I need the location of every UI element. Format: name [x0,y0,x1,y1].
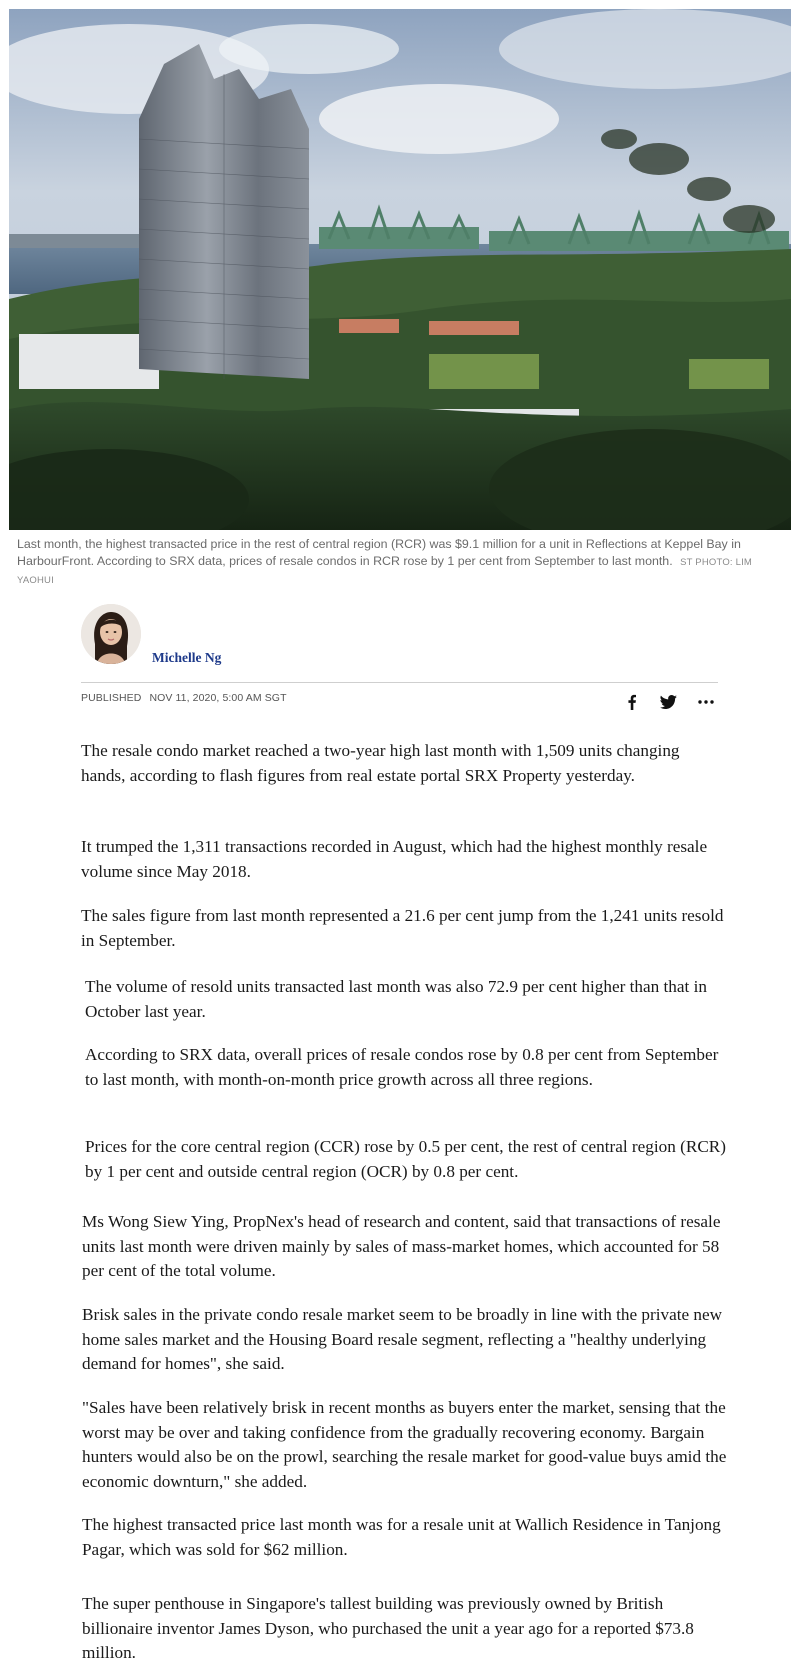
published-label: PUBLISHED [81,692,142,704]
published-date: NOV 11, 2020, 5:00 AM SGT [149,692,287,704]
article-paragraph-7: Ms Wong Siew Ying, PropNex's head of research and content, said that transactions of resale units last month were driven mainly by sales of mass-market homes, which accounted for 58 per cent of the total volume. [82,1212,721,1281]
article-paragraph-1: The resale condo market reached a two-year high last month with 1,509 units changing hands, according to flash figures from real estate portal SRX Property yesterday. [81,741,680,785]
article-paragraph-8: Brisk sales in the private condo resale market seem to be broadly in line with the private new home sales market and the Housing Board resale segment, reflecting a "healthy underlying demand for homes", she said. [82,1305,723,1374]
hero-photo [9,9,791,530]
photo-caption [17,536,777,589]
publish-meta [81,692,287,704]
facebook-icon[interactable] [622,690,642,714]
article-paragraph-6: Prices for the core central region (CCR) rose by 0.5 per cent, the rest of central region (RCR) by 1 per cent and outside central region (OCR) by 0.8 per cent. [85,1137,726,1181]
hero-photo-illustration [9,9,791,530]
more-icon[interactable] [694,690,718,714]
photo-credit: ST PHOTO: LIM YAOHUI [17,557,753,586]
article-paragraph-11: The super penthouse in Singapore's tallest building was previously owned by British billionaire inventor James Dyson, who purchased the unit a year ago for a reported $73.8 million. [82,1594,694,1663]
twitter-icon[interactable] [656,690,680,714]
article-paragraph-4: The volume of resold units transacted last month was also 72.9 per cent higher than that in October last year. [85,977,707,1021]
author-name[interactable]: Michelle Ng [152,650,222,665]
article-paragraph-2: It trumped the 1,311 transactions recorded in August, which had the highest monthly resale volume since May 2018. [81,837,708,881]
article-paragraph-9: "Sales have been relatively brisk in recent months as buyers enter the market, sensing that the worst may be over and taking confidence from the gradually recovering economy. Bargain hunters would also be on the prowl, searching the resale market for good-value buys amid the economic downturn," she added. [82,1398,727,1491]
article-paragraph-3: The sales figure from last month represented a 21.6 per cent jump from the 1,241 units resold in September. [81,906,724,950]
avatar[interactable] [81,604,141,664]
article-paragraph-5: According to SRX data, overall prices of resale condos rose by 0.8 per cent from September to last month, with month-on-month price growth across all three regions. [85,1045,719,1089]
photo-caption-text: Last month, the highest transacted price in the rest of central region (RCR) was $9.1 million for a unit in Reflections at Keppel Bay in HarbourFront. According to SRX data, prices of resale condos in RCR rose by 1 per cent from September to last month. [17,537,741,568]
author-byline [81,604,721,684]
byline-divider [81,682,718,683]
article-paragraph-10: The highest transacted price last month was for a resale unit at Wallich Residence in Tanjong Pagar, which was sold for $62 million. [82,1515,721,1559]
share-bar [610,690,720,714]
author-photo [81,604,141,664]
